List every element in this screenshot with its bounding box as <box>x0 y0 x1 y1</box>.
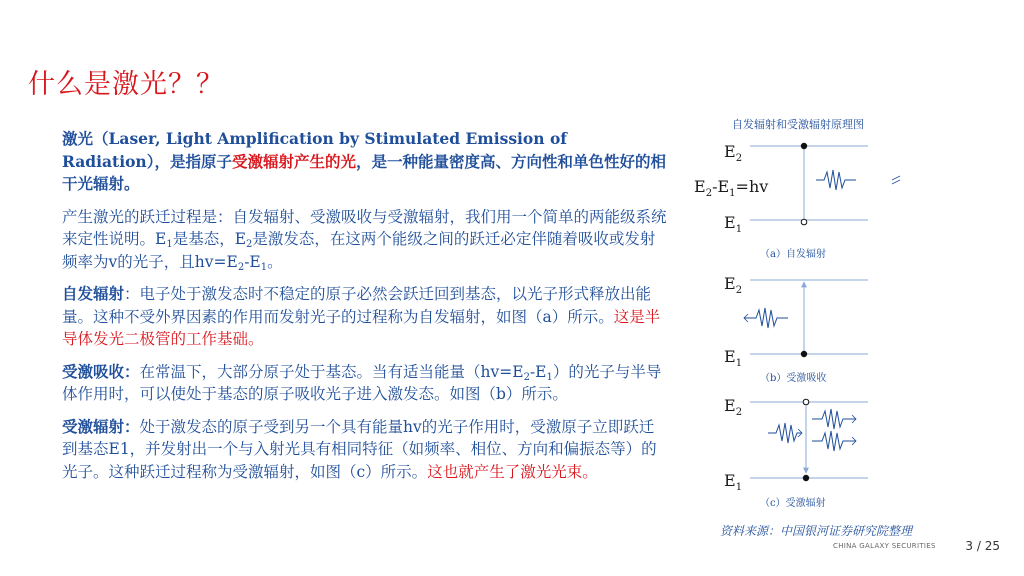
absorption-text-c: ）的光子与半导体作用时，可以使处于基态的原子吸收光子进入激发态。如图（b）所示。 <box>62 362 662 403</box>
a-photon-arrowhead <box>892 176 900 184</box>
spontaneous-paragraph <box>62 283 667 351</box>
b-electron <box>801 351 807 357</box>
subscript: 1 <box>546 371 553 383</box>
page-number: 3 / 25 <box>965 539 1000 553</box>
b-e1-label: $E_1$ <box>724 347 743 369</box>
stimulated-paragraph <box>62 416 667 484</box>
brand-logo-text: CHINA GALAXY SECURITIES <box>833 542 936 550</box>
subscript: 2 <box>523 371 530 383</box>
b-caption: （b）受激吸收 <box>760 373 827 384</box>
c-e1-label: $E_1$ <box>724 471 743 493</box>
c-incident-photon-wave <box>768 423 802 443</box>
intro-paragraph <box>62 128 667 196</box>
a-empty-state <box>801 219 807 225</box>
transition-text-d: -E <box>244 252 261 271</box>
absorption-label: 受激吸收： <box>62 361 140 381</box>
subscript: 2 <box>246 239 253 250</box>
transition-text-c: 是激发态，在这两个能级之间的跃迁必定伴随着吸收或发射频率为v的光子，且hv=E <box>62 230 656 271</box>
transition-text-e: 。 <box>267 252 283 271</box>
c-caption: （c）受激辐射 <box>760 498 826 509</box>
subscript: 1 <box>260 261 268 273</box>
a-caption: （a）自发辐射 <box>760 249 826 260</box>
transition-paragraph <box>62 206 667 274</box>
a-photon-wave <box>816 170 856 190</box>
figure-title: 自发辐射和受激辐射原理图 <box>732 118 864 131</box>
c-empty-state <box>803 399 809 405</box>
diagram-a <box>694 142 900 260</box>
b-e2-label: $E_2$ <box>724 274 743 296</box>
intro-highlight: 受激辐射产生的光 <box>231 151 356 171</box>
page-title: 什么是激光？？ <box>28 69 224 100</box>
c-e2-label: $E_2$ <box>724 396 743 418</box>
energy-level-diagram <box>688 130 928 525</box>
diagram-c <box>724 396 868 509</box>
main-text <box>62 128 667 493</box>
stimulated-label: 受激辐射： <box>62 416 140 436</box>
b-photon-wave <box>744 308 788 328</box>
subscript: 1 <box>166 239 173 250</box>
diagram-b <box>724 274 868 384</box>
a-energy-label: $E_2-E_1=hv$ <box>694 177 769 199</box>
transition-text-a: 产生激光的跃迁过程是：自发辐射、受激吸收与受激辐射，我们用一个简单的两能级系统来定性说明。E <box>62 207 667 248</box>
c-electron <box>803 475 809 481</box>
intro-text: 激光（Laser, Light Amplification by Stimulated Emission of Radiation），是指原子 <box>62 129 567 171</box>
c-emitted-photon-wave-1 <box>812 409 856 429</box>
spontaneous-label: 自发辐射 <box>62 284 125 303</box>
stimulated-text: 处于激发态的原子受到另一个具有能量hv的光子作用时，受激原子立即跃迁到基态E1，并发射出一个与入射光具有相同特征（如频率、相位、方向和偏振态等）的光子。这种跃迁过程称为受激辐射，如图（c）所示。 <box>62 417 657 481</box>
subscript: 2 <box>237 261 245 273</box>
a-e2-label: $E_2$ <box>724 142 743 164</box>
a-electron <box>801 143 807 149</box>
absorption-text-b: -E <box>529 362 547 381</box>
spontaneous-highlight: 这是半导体发光二极管的工作基础。 <box>62 307 661 348</box>
source-note: 资料来源：中国银河证券研究院整理 <box>720 524 913 538</box>
absorption-text-a: 在常温下，大部分原子处于基态。当有适当能量（hv=E <box>139 362 524 381</box>
a-e1-label: $E_1$ <box>724 213 743 235</box>
spontaneous-text: ：电子处于激发态时不稳定的原子必然会跃迁回到基态，以光子形式释放出能量。这种不受外界因素的作用而发射光子的过程称为自发辐射，如图（a）所示。 <box>62 285 652 326</box>
c-emitted-photon-wave-2 <box>812 431 856 451</box>
absorption-paragraph <box>62 361 667 406</box>
transition-text-b: 是基态，E <box>172 230 247 248</box>
intro-text-end: ，是一种能量密度高、方向性和单色性好的相干光辐射。 <box>62 151 666 193</box>
stimulated-highlight: 这也就产生了激光光束。 <box>427 462 598 481</box>
